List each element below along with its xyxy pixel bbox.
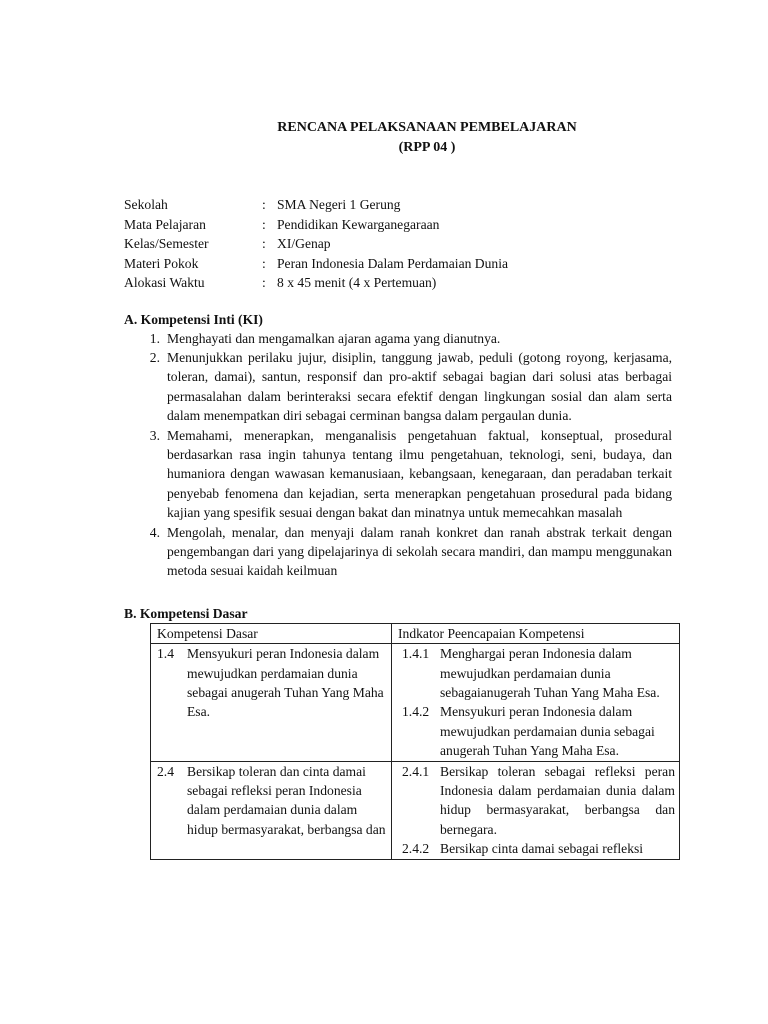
meta-value: SMA Negeri 1 Gerung [277, 197, 401, 212]
document-title [124, 118, 672, 158]
column-header: Indkator Peencapaian Kompetensi [392, 623, 680, 643]
indicator-number: 1.4.1 [402, 646, 430, 662]
list-item-number: 3. [149, 427, 160, 443]
meta-key: Kelas/Semester [124, 236, 209, 251]
meta-key: Alokasi Waktu [124, 275, 205, 290]
kd-table [150, 623, 680, 860]
meta-colon: : [262, 255, 266, 271]
list-item [124, 523, 672, 581]
meta-value: Peran Indonesia Dalam Perdamaian Dunia [277, 255, 509, 271]
list-item-number: 4. [149, 524, 160, 540]
indicator-item [398, 702, 675, 760]
kd-text: Mensyukuri peran Indonesia dalam mewujudkan perdamaian dunia sebagai anugerah Tuhan Yang Maha Esa. [187, 646, 384, 720]
kd-text: Bersikap toleran dan cinta damai sebagai refleksi peran Indonesia dalam perdamaian dunia dalam hidup bermasyarakat, berbangsa dan [187, 763, 386, 837]
ki-heading: A. Kompetensi Inti (KI) [124, 311, 263, 327]
identity-block [124, 195, 672, 293]
indicator-text: Mensyukuri peran Indonesia dalam mewujudkan perdamaian dunia sebagai anugerah Tuhan Yang Maha Esa. [440, 704, 655, 759]
document-page [124, 118, 675, 860]
kd-item [157, 762, 387, 840]
meta-row [124, 195, 672, 215]
meta-colon: : [262, 216, 266, 232]
ki-list [124, 329, 672, 581]
table-row [151, 644, 680, 761]
meta-colon: : [262, 197, 266, 212]
indicator-number: 2.4.1 [402, 763, 430, 779]
meta-colon: : [262, 236, 266, 251]
meta-key: Materi Pokok [124, 255, 199, 271]
kd-cell [151, 761, 392, 859]
table-row [151, 761, 680, 859]
title-line-1: RENCANA PELAKSANAAN PEMBELAJARAN [277, 120, 577, 135]
indicator-item [398, 762, 675, 840]
indicator-cell [392, 644, 680, 761]
list-item [124, 348, 672, 426]
indicator-text: Bersikap cinta damai sebagai refleksi [440, 841, 644, 857]
indicator-cell [392, 761, 680, 859]
indicator-text: Bersikap toleran sebagai refleksi peran Indonesia dalam perdamaian dunia dalam hidup bermasyarakat, berbangsa dan bernegara. [440, 763, 675, 837]
meta-row [124, 234, 672, 254]
list-item-number: 1. [149, 330, 160, 346]
kd-heading: B. Kompetensi Dasar [124, 605, 248, 621]
meta-row [124, 273, 672, 293]
indicator-number: 1.4.2 [402, 704, 430, 720]
meta-key: Mata Pelajaran [124, 216, 206, 232]
meta-row [124, 254, 672, 274]
indicator-number: 2.4.2 [402, 841, 430, 857]
kd-number: 2.4 [157, 763, 174, 779]
kd-number: 1.4 [157, 646, 174, 662]
list-item [124, 329, 672, 348]
meta-value: XI/Genap [277, 236, 331, 251]
table-header-row [151, 623, 680, 643]
meta-key: Sekolah [124, 197, 168, 212]
list-item-text: Menunjukkan perilaku jujur, disiplin, tanggung jawab, peduli (gotong royong, kerjasama, toleran, damai), santun, responsif dan pro-aktif sebagai bagian dari solusi atas berbagai permasalahan dalam berinteraksi secara efektif dengan lingkungan sosial dan alam serta dalam menempatkan diri sebagai cerminan bangsa dalam pergaulan dunia. [167, 349, 672, 424]
title-line-2: (RPP 04 ) [398, 140, 456, 155]
list-item-text: Memahami, menerapkan, menganalisis pengetahuan faktual, konseptual, prosedural berdasarkan rasa ingin tahunya tentang ilmu pengetahuan, teknologi, seni, budaya, dan humaniora dengan wawasan kemanusiaan, kebangsaan, kenegaraan, dan peradaban terkait penyebab fenomena dan kejadian, serta menerapkan pengetahuan prosedural pada bidang kajian yang spesifik sesuai dengan bakat dan minatnya untuk memecahkan masalah [167, 427, 672, 521]
indicator-text: Menghargai peran Indonesia dalam mewujudkan perdamaian dunia sebagaianugerah Tuhan Yang Maha Esa. [440, 646, 660, 700]
kd-item [157, 644, 387, 722]
meta-colon: : [262, 275, 266, 290]
list-item [124, 426, 672, 523]
kd-cell [151, 644, 392, 761]
list-item-text: Menghayati dan mengamalkan ajaran agama yang dianutnya. [167, 330, 501, 346]
indicator-item [398, 644, 675, 702]
meta-value: 8 x 45 menit (4 x Pertemuan) [277, 275, 437, 290]
column-header: Kompetensi Dasar [151, 623, 392, 643]
list-item-text: Mengolah, menalar, dan menyaji dalam ranah konkret dan ranah abstrak terkait dengan pengembangan dari yang dipelajarinya di sekolah secara mandiri, dan mampu menggunakan metoda sesuai kaidah keilmuan [167, 524, 672, 579]
indicator-item [398, 839, 675, 858]
meta-row [124, 215, 672, 235]
meta-value: Pendidikan Kewarganegaraan [277, 216, 440, 232]
list-item-number: 2. [149, 349, 160, 365]
